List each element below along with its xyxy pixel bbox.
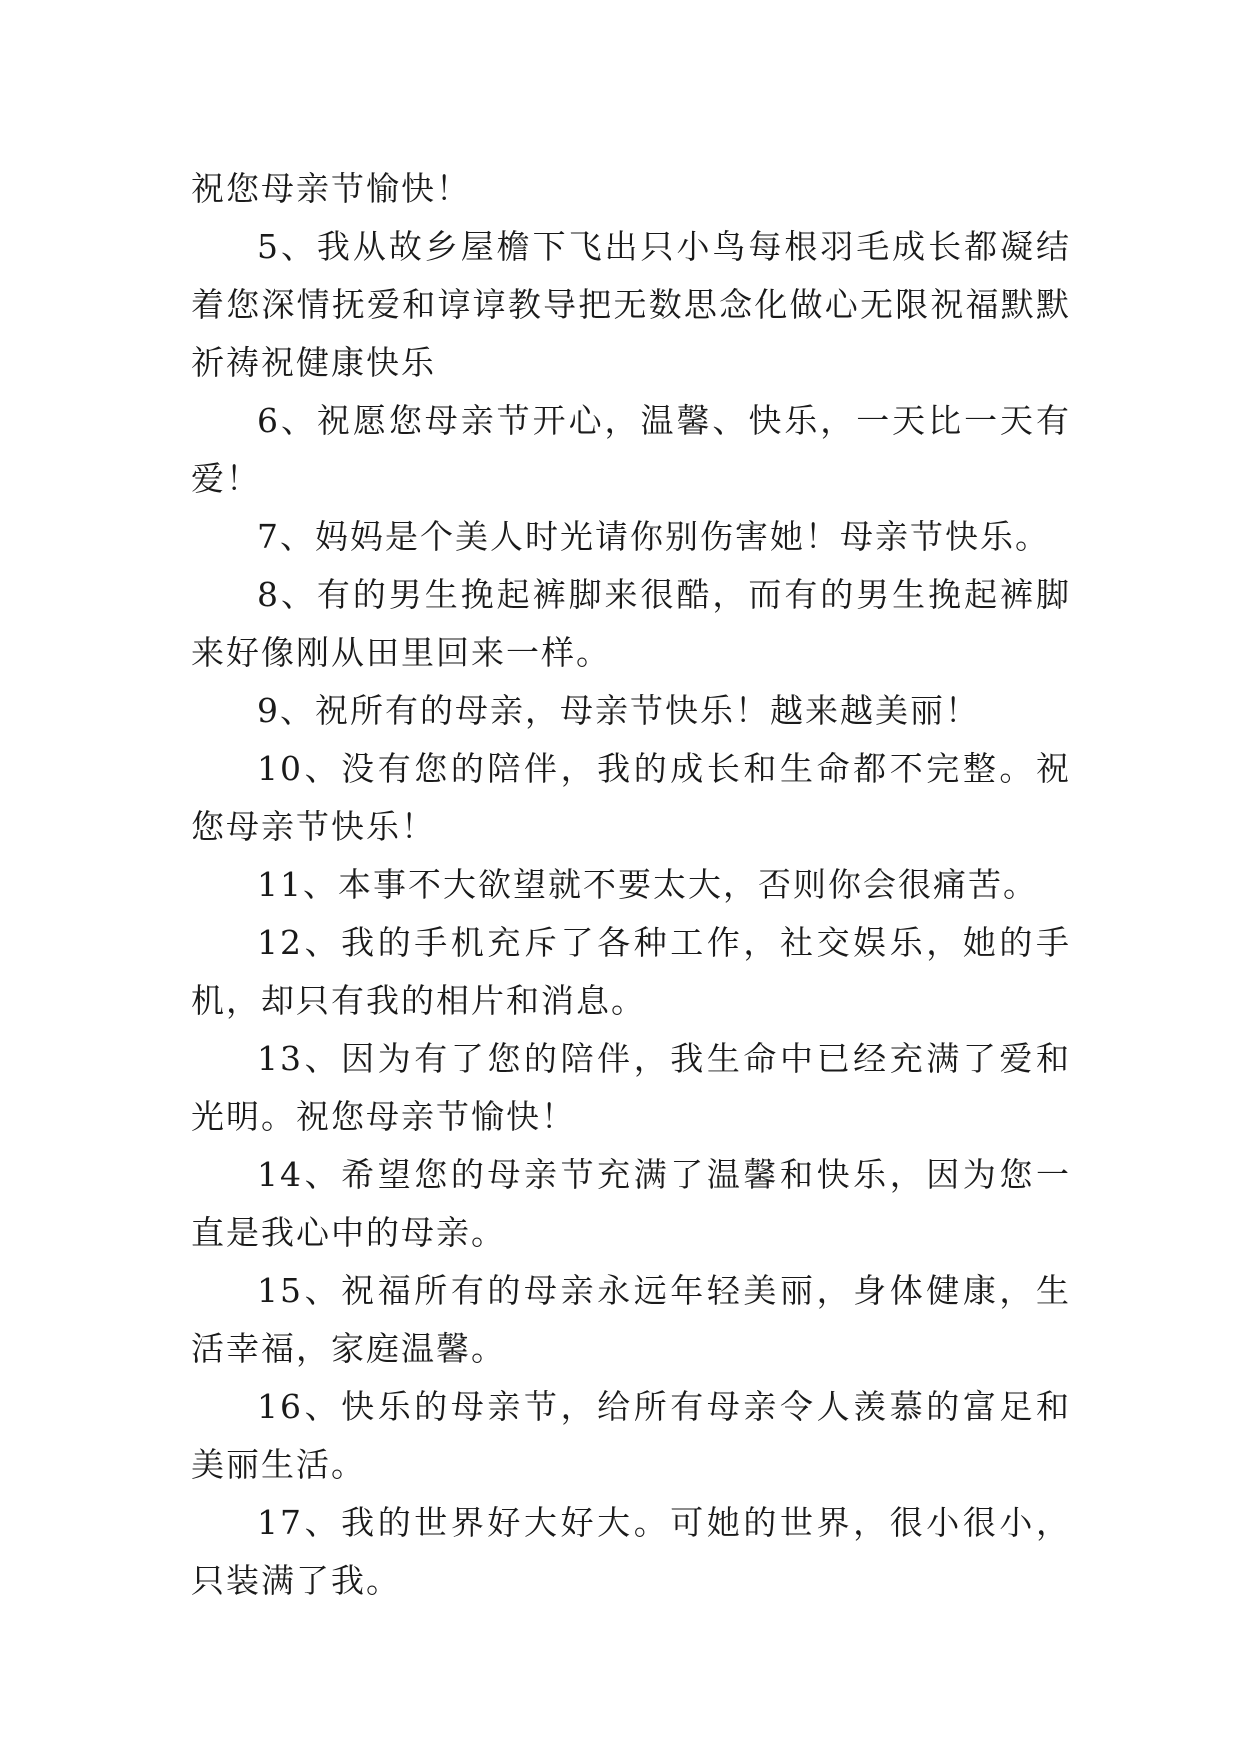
paragraph: 13、因为有了您的陪伴，我生命中已经充满了爱和光明。祝您母亲节愉快！: [191, 1039, 1071, 1136]
paragraph: 6、祝愿您母亲节开心，温馨、快乐，一天比一天有爱！: [191, 401, 1071, 498]
paragraph: 16、快乐的母亲节，给所有母亲令人羡慕的富足和美丽生活。: [191, 1387, 1071, 1484]
paragraph: 17、我的世界好大好大。可她的世界，很小很小，只装满了我。: [191, 1503, 1071, 1600]
paragraph: 7、妈妈是个美人时光请你别伤害她！母亲节快乐。: [257, 517, 1050, 556]
paragraph: 8、有的男生挽起裤脚来很酷，而有的男生挽起裤脚来好像刚从田里回来一样。: [191, 575, 1071, 672]
document-body: [191, 160, 1071, 1610]
paragraph: 5、我从故乡屋檐下飞出只小鸟每根羽毛成长都凝结着您深情抚爱和谆谆教导把无数思念化做心无限祝福默默祈祷祝健康快乐: [191, 227, 1071, 382]
paragraph: 9、祝所有的母亲，母亲节快乐！越来越美丽！: [257, 691, 980, 730]
paragraph: 12、我的手机充斥了各种工作，社交娱乐，她的手机，却只有我的相片和消息。: [191, 923, 1071, 1020]
paragraph: 10、没有您的陪伴，我的成长和生命都不完整。祝您母亲节快乐！: [191, 749, 1071, 846]
paragraph: 11、本事不大欲望就不要太大，否则你会很痛苦。: [257, 865, 1038, 904]
paragraph: 15、祝福所有的母亲永远年轻美丽，身体健康，生活幸福，家庭温馨。: [191, 1271, 1071, 1368]
paragraph: 14、希望您的母亲节充满了温馨和快乐，因为您一直是我心中的母亲。: [191, 1155, 1071, 1252]
paragraph: 祝您母亲节愉快！: [191, 169, 471, 208]
